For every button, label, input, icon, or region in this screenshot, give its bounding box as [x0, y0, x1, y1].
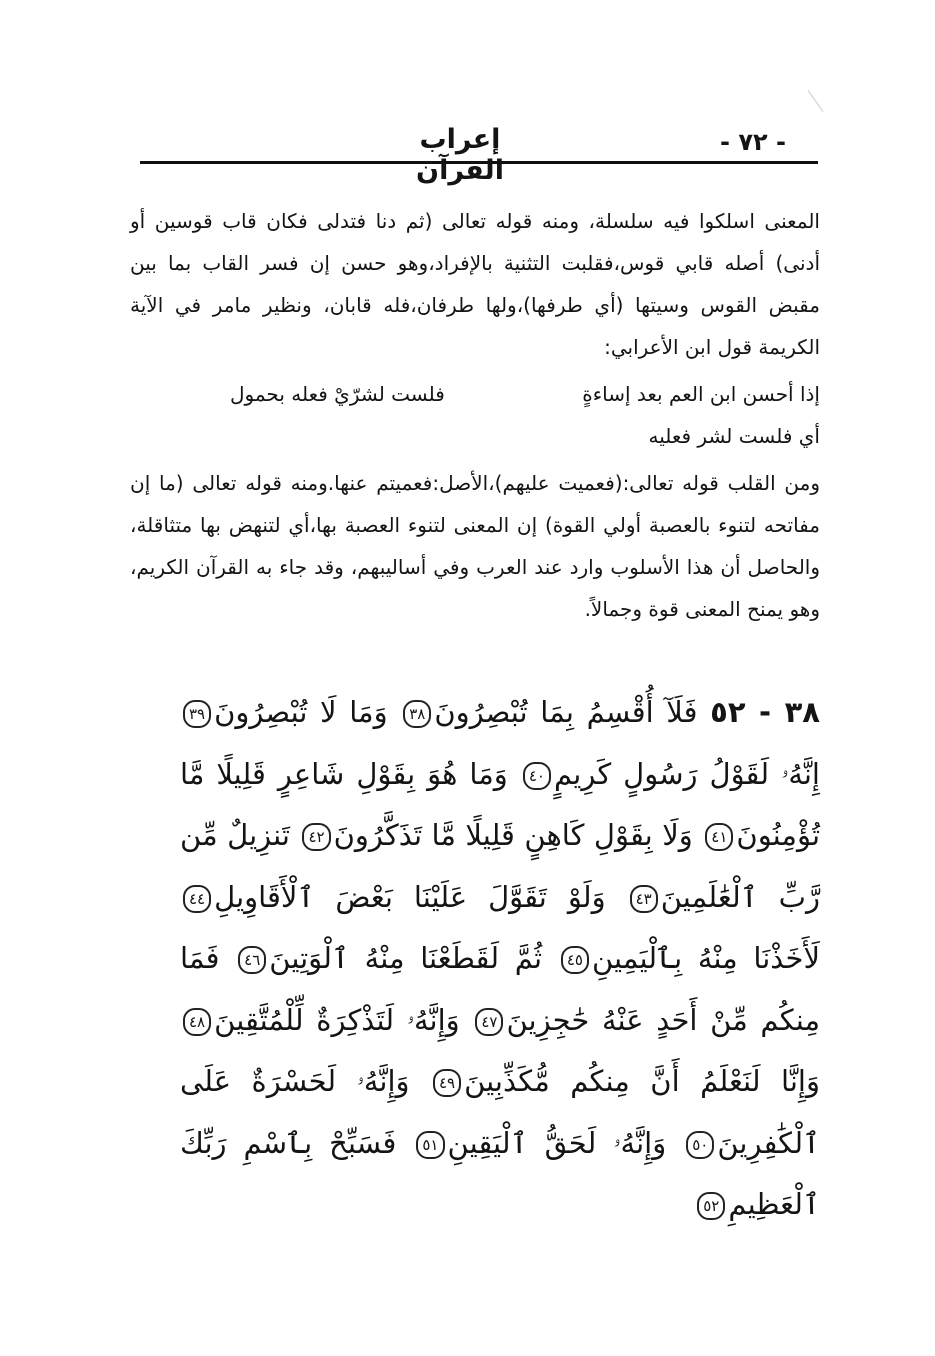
ayah-text: تَنزِيلٌ مِّن رَّبِّ ٱلْعَٰلَمِينَ: [180, 818, 820, 914]
ayah-number-marker: ٣٨: [403, 700, 431, 728]
ayah-text: وَلَوْ تَقَوَّلَ عَلَيْنَا بَعْضَ ٱلْأَقَاوِيلِ: [214, 879, 606, 914]
ayah-number-marker: ٤٧: [475, 1008, 503, 1036]
ayah-number-marker: ٤٥: [561, 946, 589, 974]
verse-explanation: أي فلست لشر فعليه: [648, 424, 820, 448]
ayah-number-marker: ٤١: [705, 823, 733, 851]
ayah-text: ثُمَّ لَقَطَعْنَا مِنْهُ ٱلْوَتِينَ: [269, 941, 543, 975]
ayah-text: وَمَا هُوَ بِقَوْلِ شَاعِرٍ قَلِيلًا مَّا تُؤْمِنُونَ: [180, 756, 821, 852]
verse-first-hemistich: إذا أحسن ابن العم بعد إساءةٍ: [582, 382, 820, 406]
header-rule: [140, 161, 818, 164]
ayah-text: وَإِنَّهُۥ لَتَذْكِرَةٌ لِّلْمُتَّقِينَ: [214, 1002, 460, 1037]
commentary-paragraph-2: ومن القلب قوله تعالى:(فعميت عليهم)،الأصل:فعميتم عنها.ومنه قوله تعالى (ما إن مفاتحه لتنوء بالعصبة أولي القوة) إن المعنى لتنوء العصبة بها،أي لتنهض بها متثاقلة، والحاصل أن هذا الأسلوب وارد عند العرب وفي أساليبهم، وقد جاء به القرآن الكريم، وهو يمنح المعنى قوة وجمالاً.: [130, 471, 820, 621]
ayah-range-reference: ٣٨ - ٥٢: [710, 695, 821, 729]
ayah-text: إِنَّهُۥ لَقَوْلُ رَسُولٍ كَرِيمٍ: [553, 756, 820, 791]
ayah-text: فَسَبِّحْ بِٱسْمِ رَبِّكَ ٱلْعَظِيمِ: [180, 1125, 820, 1221]
ayah-number-marker: ٤٦: [238, 946, 266, 974]
ayah-text: فَلَآ أُقْسِمُ بِمَا تُبْصِرُونَ: [434, 695, 698, 729]
ayah-number-marker: ٥٠: [686, 1131, 714, 1159]
scan-artifact-line: [808, 90, 824, 112]
ayah-number-marker: ٤٠: [523, 762, 551, 790]
ayah-number-marker: ٥١: [416, 1131, 444, 1159]
ayah-number-marker: ٣٩: [183, 700, 211, 728]
ayah-text: وَإِنَّهُۥ لَحَقُّ ٱلْيَقِينِ: [447, 1125, 667, 1160]
ayah-text: وَإِنَّا لَنَعْلَمُ أَنَّ مِنكُم مُّكَذِّبِينَ: [464, 1064, 820, 1098]
ayah-number-marker: ٤٢: [302, 823, 330, 851]
book-title: إعراب القرآن: [416, 124, 504, 186]
commentary-paragraph-1: المعنى اسلكوا فيه سلسلة، ومنه قوله تعالى (ثم دنا فتدلى فكان قاب قوسين أو أدنى) أصله قابي قوس،فقلبت التثنية بالإفراد،وهو حسن إن فسر القاب بما بين مقبض القوس وسيتها (أي طرفها)،ولها طرفان،فله قابان، ونظير مامر في الآية الكريمة قول ابن الأعرابي:: [130, 209, 820, 359]
ayah-text: وَلَا بِقَوْلِ كَاهِنٍ قَلِيلًا مَّا تَذَكَّرُونَ: [333, 818, 693, 852]
ayah-number-marker: ٤٩: [433, 1069, 461, 1097]
ayah-text: فَمَا مِنكُم مِّنْ أَحَدٍ عَنْهُ حَٰجِزِينَ: [180, 941, 821, 1037]
ayah-text: وَإِنَّهُۥ لَحَسْرَةٌ عَلَى ٱلْكَٰفِرِينَ: [180, 1064, 821, 1160]
verse-second-hemistich: فلست لشرّيْ فعله بحمول: [230, 382, 445, 406]
ayah-text: لَأَخَذْنَا مِنْهُ بِٱلْيَمِينِ: [591, 941, 820, 975]
page-number: - ٧٢ -: [720, 128, 786, 156]
poetry-verse: [230, 373, 820, 415]
ayah-number-marker: ٤٣: [630, 885, 658, 913]
ayah-number-marker: ٤٤: [183, 885, 211, 913]
ayah-number-marker: ٤٨: [183, 1008, 211, 1036]
quran-passage: [180, 682, 820, 1236]
ayah-number-marker: ٥٢: [697, 1192, 725, 1220]
ayah-text: وَمَا لَا تُبْصِرُونَ: [214, 695, 388, 729]
